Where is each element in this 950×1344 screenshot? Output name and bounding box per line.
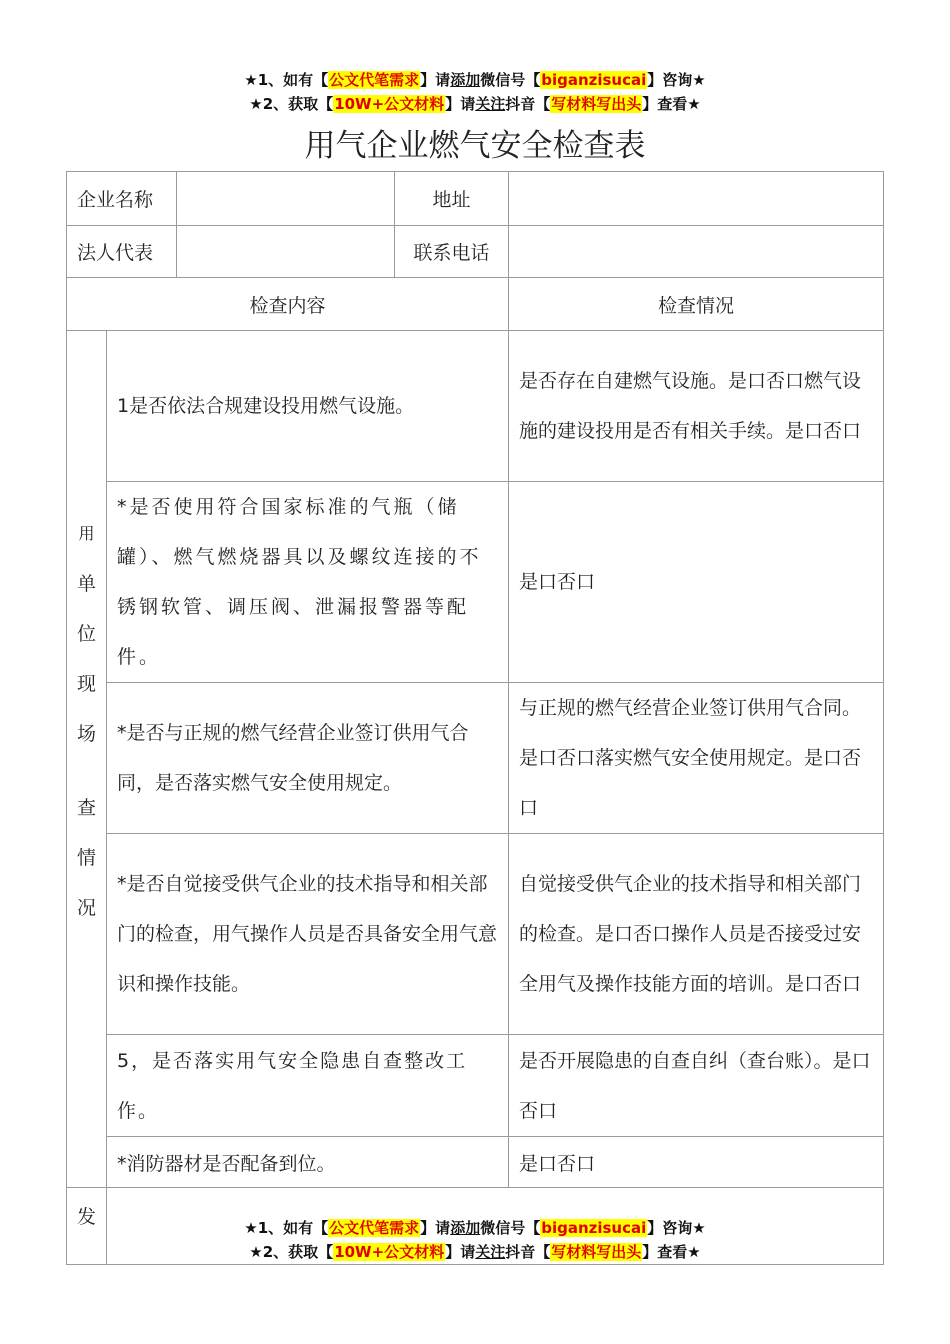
table-row <box>67 834 884 1035</box>
item-status: 自觉接受供气企业的技术指导和相关部门的检查。是口否口操作人员是否接受过安全用气及操作技能方面的培训。是口否口 <box>509 834 884 1035</box>
item-status: 是口否口 <box>509 482 884 683</box>
item-content: 5，是否落实用气安全隐患自查整改工作。 <box>107 1035 509 1137</box>
highlight-text: biganzisucai <box>541 71 647 89</box>
highlight-text: 写材料写出头 <box>551 1243 642 1261</box>
item-content: *是否自觉接受供气企业的技术指导和相关部门的检查，用气操作人员是否具备安全用气意识和操作技能。 <box>107 834 509 1035</box>
header-row <box>67 278 884 331</box>
table-row <box>67 1035 884 1137</box>
company-row <box>67 172 884 226</box>
phone-field[interactable] <box>509 226 884 278</box>
highlight-text: 写材料写出头 <box>551 95 642 113</box>
table-row <box>67 683 884 834</box>
item-content: *是否与正规的燃气经营企业签订供用气合同，是否落实燃气安全使用规定。 <box>107 683 509 834</box>
last-row-label: 发 <box>67 1188 107 1265</box>
banner-line-2: ★2、获取【10W+公文材料】请关注抖音【写材料写出头】查看★ <box>249 95 701 113</box>
phone-label: 联系电话 <box>395 226 509 278</box>
inspection-table <box>66 171 884 1265</box>
status-header: 检查情况 <box>509 278 884 331</box>
company-field[interactable] <box>177 172 395 226</box>
legal-row <box>67 226 884 278</box>
item-status: 是口否口 <box>509 1137 884 1188</box>
highlight-text: 公文代笔需求 <box>329 71 420 89</box>
address-field[interactable] <box>509 172 884 226</box>
highlight-text: 公文代笔需求 <box>329 1219 420 1237</box>
table-row <box>67 1137 884 1188</box>
table-row <box>67 331 884 482</box>
highlight-text: 10W+公文材料 <box>334 95 445 113</box>
table-row <box>67 482 884 683</box>
item-content: *消防器材是否配备到位。 <box>107 1137 509 1188</box>
item-status: 与正规的燃气经营企业签订供用气合同。是口否口落实燃气安全使用规定。是口否口 <box>509 683 884 834</box>
legal-label: 法人代表 <box>67 226 177 278</box>
banner-line-1: ★1、如有【公文代笔需求】请添加微信号【biganzisucai】咨询★ <box>244 1219 706 1237</box>
content-header: 检查内容 <box>67 278 509 331</box>
item-content: *是否使用符合国家标准的气瓶（储罐）、燃气燃烧器具以及螺纹连接的不锈钢软管、调压阀、泄漏报警器等配件。 <box>107 482 509 683</box>
legal-field[interactable] <box>177 226 395 278</box>
page-title: 用气企业燃气安全检查表 <box>304 128 646 164</box>
highlight-text: 10W+公文材料 <box>334 1243 445 1261</box>
side-label: 用 单 位 现 场 查 情 况 <box>67 331 107 1188</box>
banner-line-1: ★1、如有【公文代笔需求】请添加微信号【biganzisucai】咨询★ <box>244 71 706 89</box>
item-content: 1是否依法合规建设投用燃气设施。 <box>107 331 509 482</box>
highlight-text: biganzisucai <box>541 1219 647 1237</box>
banner-bottom <box>0 1216 950 1264</box>
company-label: 企业名称 <box>67 172 177 226</box>
address-label: 地址 <box>395 172 509 226</box>
banner-line-2: ★2、获取【10W+公文材料】请关注抖音【写材料写出头】查看★ <box>249 1243 701 1261</box>
banner-top <box>0 68 950 116</box>
item-status: 是否开展隐患的自查自纠（查台账）。是口否口 <box>509 1035 884 1137</box>
item-status: 是否存在自建燃气设施。是口否口燃气设施的建设投用是否有相关手续。是口否口 <box>509 331 884 482</box>
